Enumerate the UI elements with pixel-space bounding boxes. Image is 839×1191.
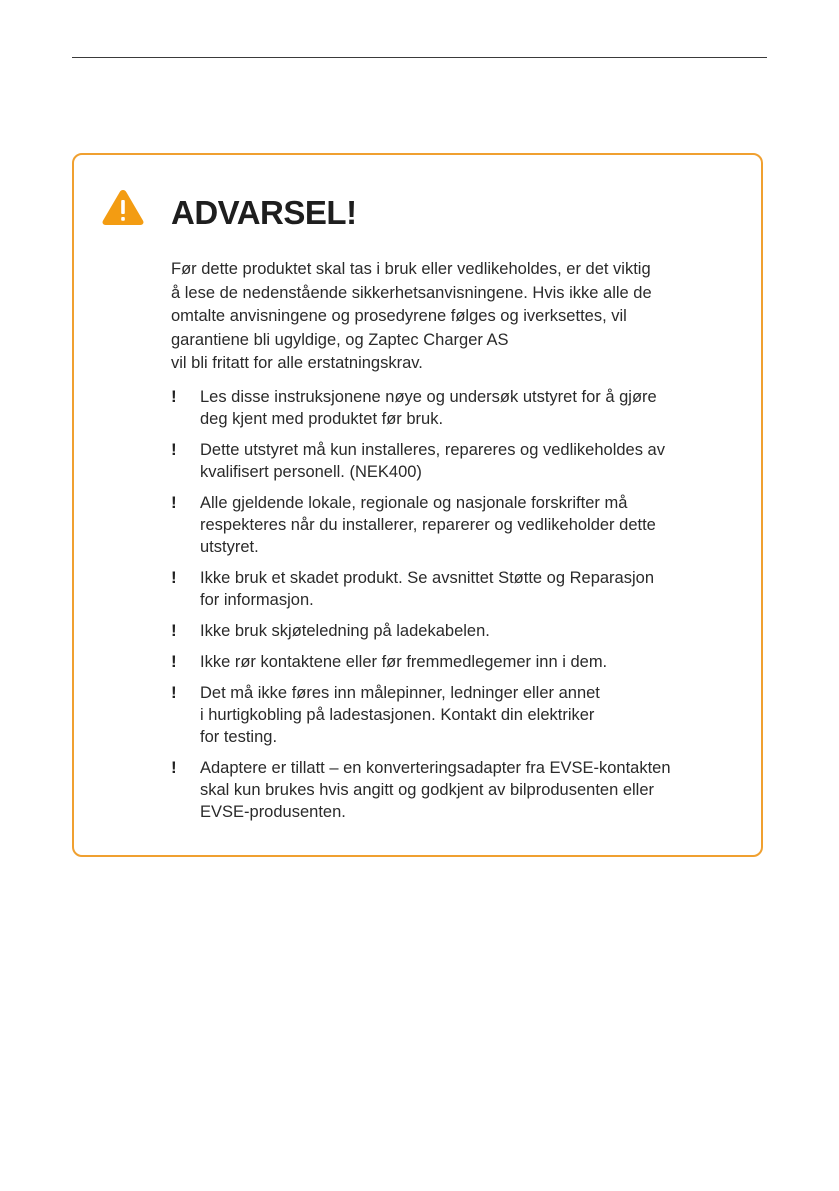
warning-list-item — [171, 682, 751, 748]
warning-item-text: EVSE-produsenten. — [200, 803, 346, 821]
warning-list-item — [171, 492, 751, 558]
warning-list — [171, 386, 751, 832]
warning-list-item — [171, 757, 751, 823]
warning-triangle-icon — [101, 188, 145, 226]
warning-list-item — [171, 439, 751, 483]
warning-item-text: for testing. — [200, 728, 278, 746]
warning-item-text: kvalifisert personell. (NEK400) — [200, 463, 422, 481]
intro-line: omtalte anvisningene og prosedyrene følges og iverksettes, vil — [171, 307, 627, 325]
warning-item-text: for informasjon. — [200, 591, 314, 609]
warning-item-text: Det må ikke føres inn målepinner, ledninger eller annet — [200, 684, 600, 702]
warning-item-text: skal kun brukes hvis angitt og godkjent av bilprodusenten eller — [200, 781, 655, 799]
warning-list-item — [171, 651, 751, 673]
warning-item-text: respekteres når du installerer, reparerer og vedlikeholder dette — [200, 516, 656, 534]
warning-item-text: Dette utstyret må kun installeres, repareres og vedlikeholdes av — [200, 441, 665, 459]
header-divider — [72, 57, 767, 58]
exclamation-bullet: ! — [171, 683, 177, 702]
exclamation-bullet: ! — [171, 758, 177, 777]
exclamation-bullet: ! — [171, 621, 177, 640]
warning-item-text: Adaptere er tillatt – en konverteringsadapter fra EVSE-kontakten — [200, 759, 671, 777]
warning-item-text: Ikke rør kontaktene eller før fremmedlegemer inn i dem. — [200, 653, 608, 671]
intro-line: garantiene bli ugyldige, og Zaptec Charger AS — [171, 330, 509, 349]
warning-list-item — [171, 620, 751, 642]
exclamation-bullet: ! — [171, 568, 177, 587]
exclamation-bullet: ! — [171, 387, 177, 406]
warning-item-text: deg kjent med produktet før bruk. — [200, 410, 444, 428]
warning-list-item — [171, 386, 751, 430]
warning-box — [72, 153, 763, 857]
warning-item-text: i hurtigkobling på ladestasjonen. Kontakt din elektriker — [200, 706, 595, 724]
warning-item-text: Ikke bruk et skadet produkt. Se avsnittet Støtte og Reparasjon — [200, 569, 654, 587]
warning-item-text: utstyret. — [200, 538, 259, 556]
intro-line: å lese de nedenstående sikkerhetsanvisningene. Hvis ikke alle de — [171, 283, 652, 302]
exclamation-bullet: ! — [171, 440, 177, 459]
exclamation-bullet: ! — [171, 652, 177, 671]
warning-item-text: Ikke bruk skjøteledning på ladekabelen. — [200, 622, 490, 640]
warning-intro — [171, 258, 731, 376]
warning-list-item — [171, 567, 751, 611]
warning-item-text: Alle gjeldende lokale, regionale og nasjonale forskrifter må — [200, 494, 628, 512]
warning-title: ADVARSEL! — [171, 194, 357, 231]
intro-line: vil bli fritatt for alle erstatningskrav. — [171, 354, 423, 372]
exclamation-bullet: ! — [171, 493, 177, 512]
intro-line: Før dette produktet skal tas i bruk eller vedlikeholdes, er det viktig — [171, 260, 651, 278]
warning-item-text: Les disse instruksjonene nøye og undersøk utstyret for å gjøre — [200, 388, 657, 406]
